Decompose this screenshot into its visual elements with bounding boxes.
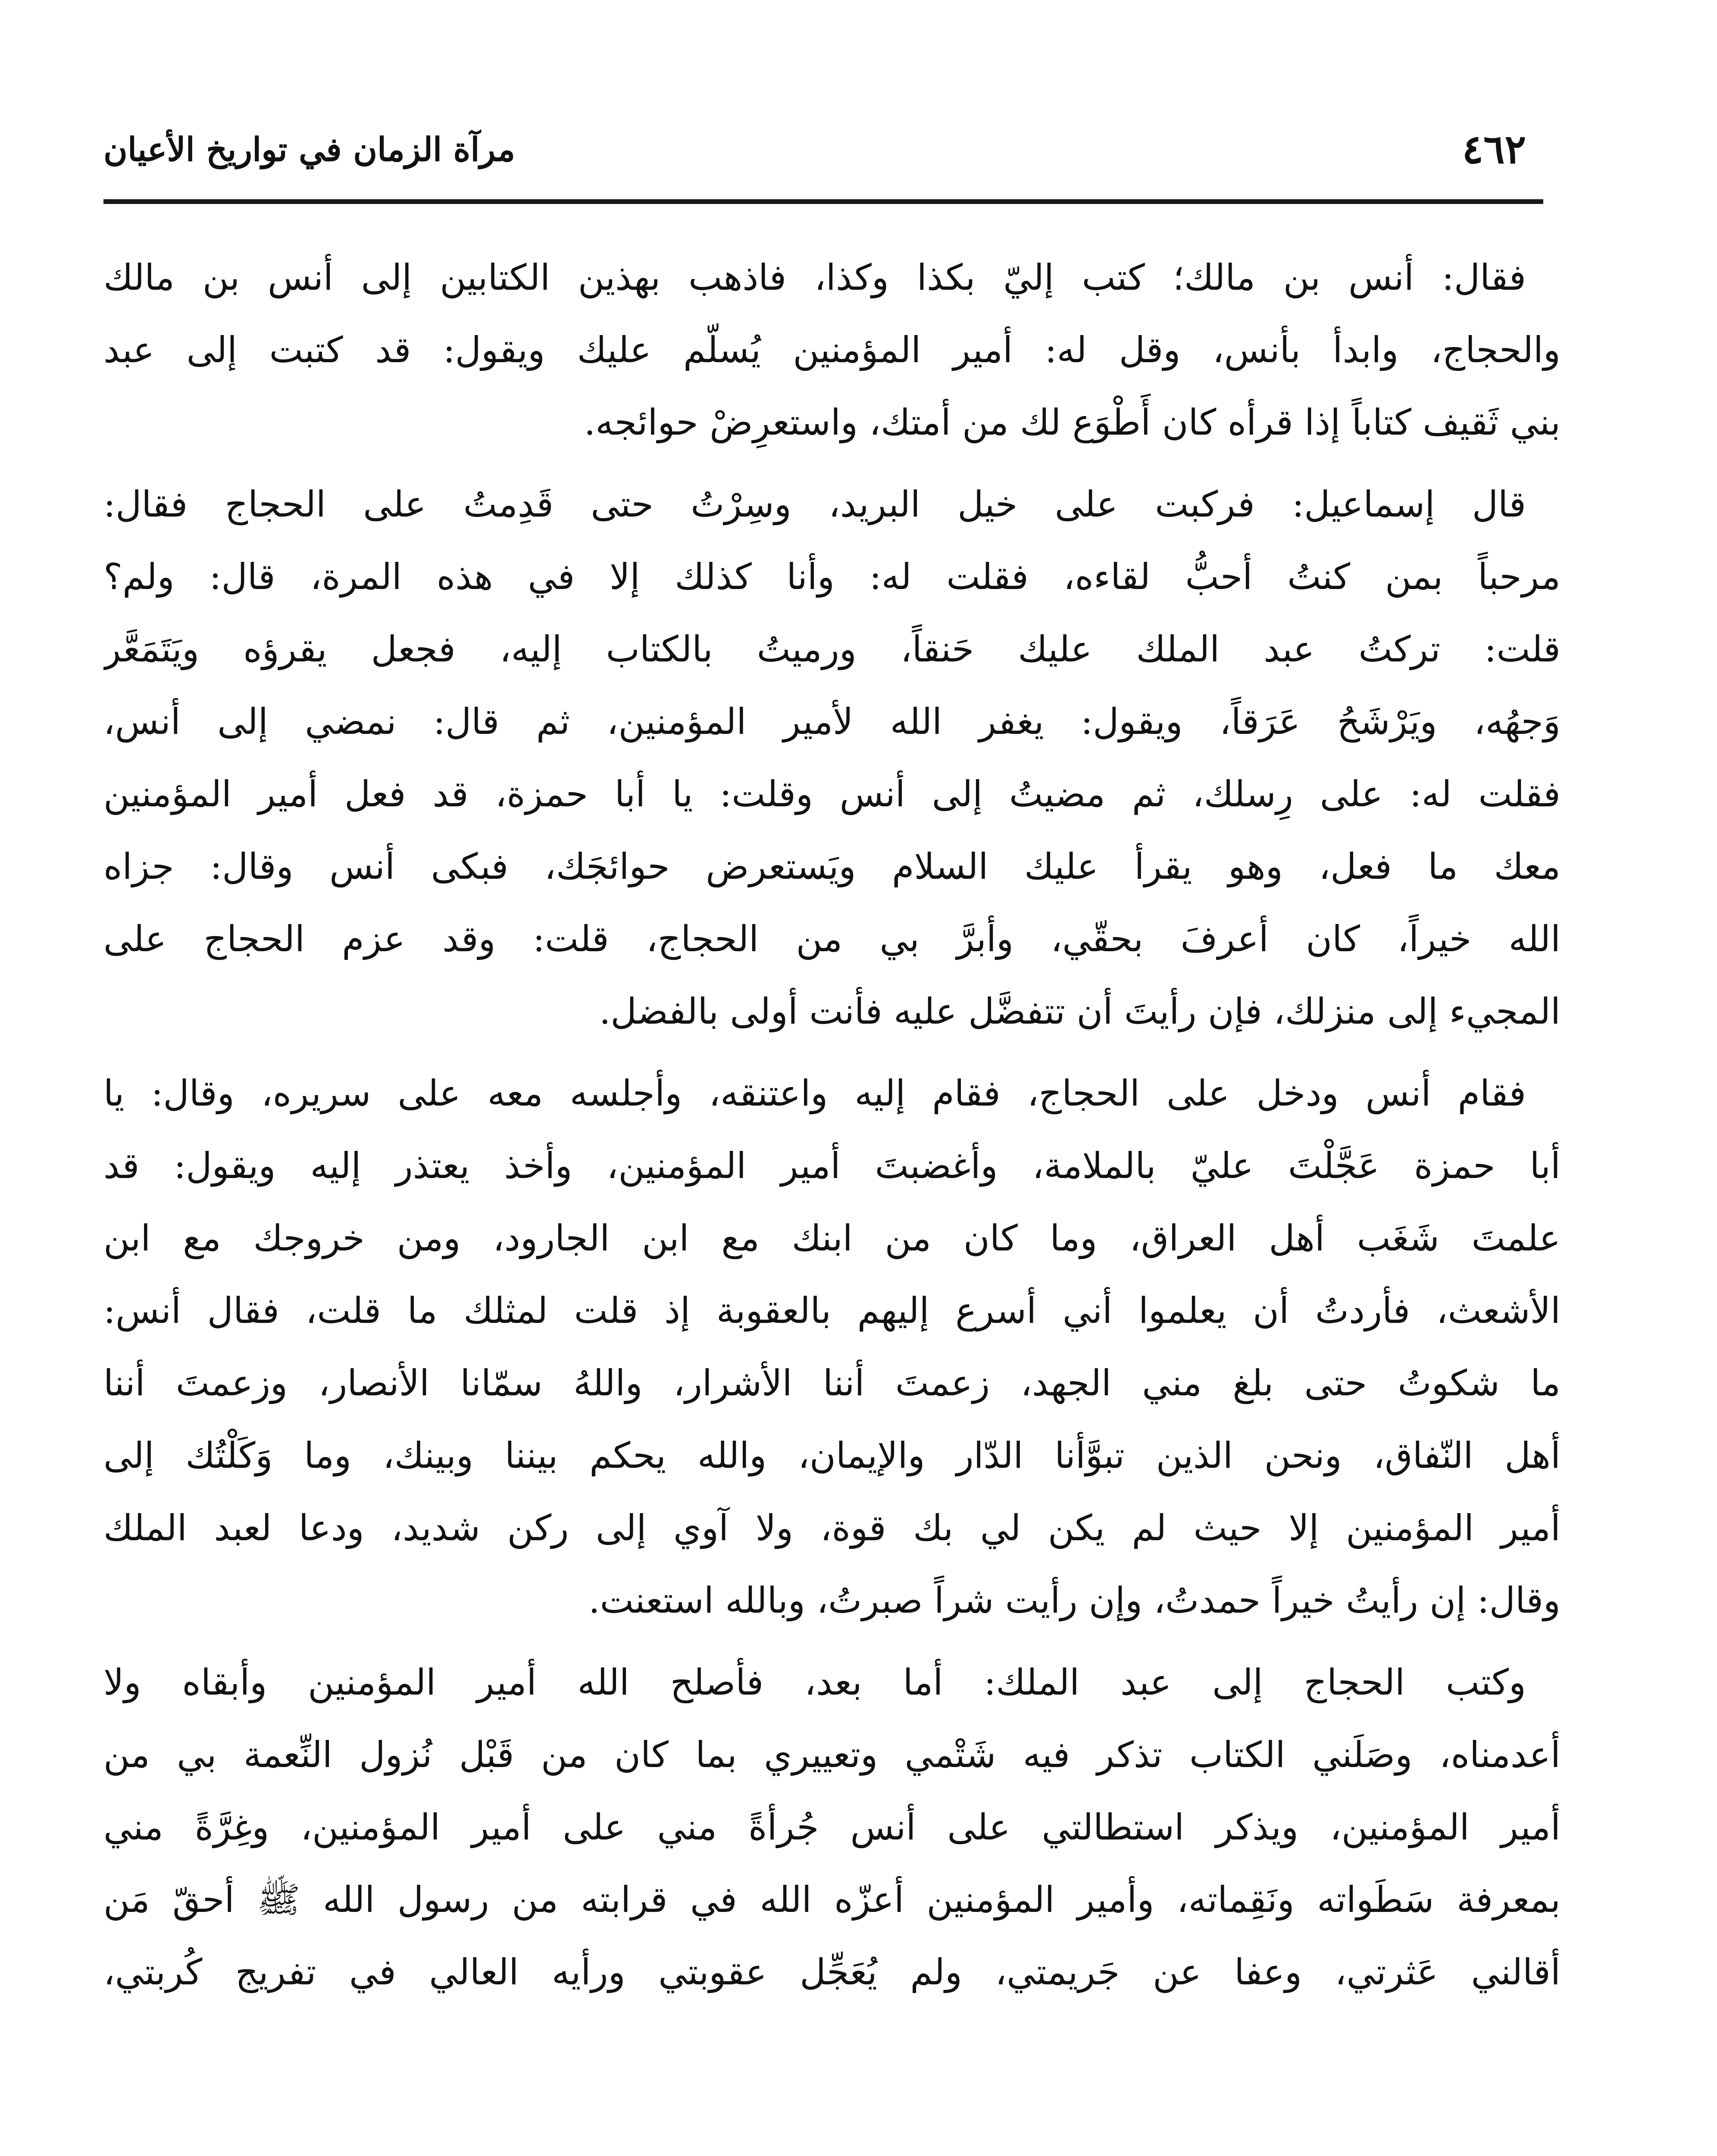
text-line: أقالني عَثرتي، وعفا عن جَريمتي، ولم يُعَجِّل عقوبتي ورأيه العالي في تفريج كُربتي،: [103, 1951, 1561, 1993]
text-line: بمعرفة سَطَواته ونَقِماته، وأمير المؤمنين أعزّه الله في قرابته من رسول الله ﷺ أحقّ مَن: [103, 1879, 1561, 1921]
text-line: أبا حمزة عَجَّلْتَ عليّ بالملامة، وأغضبتَ أمير المؤمنين، وأخذ يعتذر إليه ويقول: قد: [103, 1145, 1561, 1187]
text-line: وقال: إن رأيتُ خيراً حمدتُ، وإن رأيت شراً صبرتُ، وبالله استعنت.: [588, 1579, 1561, 1621]
text-line: وَجهُه، ويَرْشَحُ عَرَقاً، ويقول: يغفر الله لأمير المؤمنين، ثم قال: نمضي إلى أنس،: [103, 701, 1561, 743]
page-number: ٤٦٢: [1462, 126, 1526, 172]
text-line: بني ثَقيف كتاباً إذا قرأه كان أَطْوَع لك من أمتك، واستعرِضْ حوائجه.: [584, 401, 1561, 443]
text-line: والحجاج، وابدأ بأنس، وقل له: أمير المؤمنين يُسلّم عليك ويقول: قد كتبت إلى عبد: [103, 329, 1561, 371]
text-line: أمير المؤمنين إلا حيث لم يكن لي بك قوة، ولا آوي إلى ركن شديد، ودعا لعبد الملك: [103, 1507, 1561, 1549]
paragraph-2: [103, 468, 1561, 1048]
text-line: المجيء إلى منزلك، فإن رأيتَ أن تتفضَّل عليه فأنت أولى بالفضل.: [599, 990, 1561, 1032]
text-line: فقلت له: على رِسلك، ثم مضيتُ إلى أنس وقلت: يا أبا حمزة، قد فعل أمير المؤمنين: [103, 773, 1561, 815]
paragraph-3: [103, 1057, 1561, 1637]
text-line: فقام أنس ودخل على الحجاج، فقام إليه واعتنقه، وأجلسه معه على سريره، وقال: يا: [103, 1072, 1526, 1114]
text-line: أهل النّفاق، ونحن الذين تبوَّأنا الدّار والإيمان، والله يحكم بيننا وبينك، وما وَكَلْتُك إلى: [103, 1435, 1561, 1476]
text-line: قال إسماعيل: فركبت على خيل البريد، وسِرْتُ حتى قَدِمتُ على الحجاج فقال:: [103, 483, 1526, 525]
text-line: أمير المؤمنين، ويذكر استطالتي على أنس جُرأةً مني على أمير المؤمنين، وغِرَّةً مني: [103, 1806, 1561, 1848]
text-line: أعدمناه، وصَلَني الكتاب تذكر فيه شَتْمي وتعييري بما كان من قَبْل نُزول النِّعمة بي من: [103, 1734, 1561, 1776]
text-line: مرحباً بمن كنتُ أحبُّ لقاءه، فقلت له: وأنا كذلك إلا في هذه المرة، قال: ولم؟: [103, 556, 1561, 598]
header-rule: [103, 199, 1543, 204]
running-title: مرآة الزمان في تواريخ الأعيان: [103, 130, 516, 169]
body-text: [103, 241, 1561, 2018]
text-line: وكتب الحجاج إلى عبد الملك: أما بعد، فأصلح الله أمير المؤمنين وأبقاه ولا: [103, 1661, 1526, 1703]
text-line: قلت: تركتُ عبد الملك عليك حَنقاً، ورميتُ بالكتاب إليه، فجعل يقرؤه ويَتَمَعَّر: [103, 628, 1561, 670]
text-line: ما شكوتُ حتى بلغ مني الجهد، زعمتَ أننا الأشرار، واللهُ سمّانا الأنصار، وزعمتَ أننا: [103, 1362, 1561, 1404]
text-line: علمتَ شَغَب أهل العراق، وما كان من ابنك مع ابن الجارود، ومن خروجك مع ابن: [103, 1217, 1561, 1259]
text-line: الأشعث، فأردتُ أن يعلموا أني أسرع إليهم بالعقوبة إذ قلت لمثلك ما قلت، فقال أنس:: [103, 1290, 1561, 1332]
text-line: معك ما فعل، وهو يقرأ عليك السلام ويَستعرض حوائجَك، فبكى أنس وقال: جزاه: [103, 846, 1561, 887]
paragraph-4: [103, 1646, 1561, 2009]
text-line: الله خيراً، كان أعرفَ بحقّي، وأبرَّ بي من الحجاج، قلت: وقد عزم الحجاج على: [103, 918, 1561, 960]
text-line: فقال: أنس بن مالك؛ كتب إليّ بكذا وكذا، فاذهب بهذين الكتابين إلى أنس بن مالك: [103, 257, 1526, 298]
running-header: [103, 113, 1543, 195]
paragraph-1: [103, 241, 1561, 459]
